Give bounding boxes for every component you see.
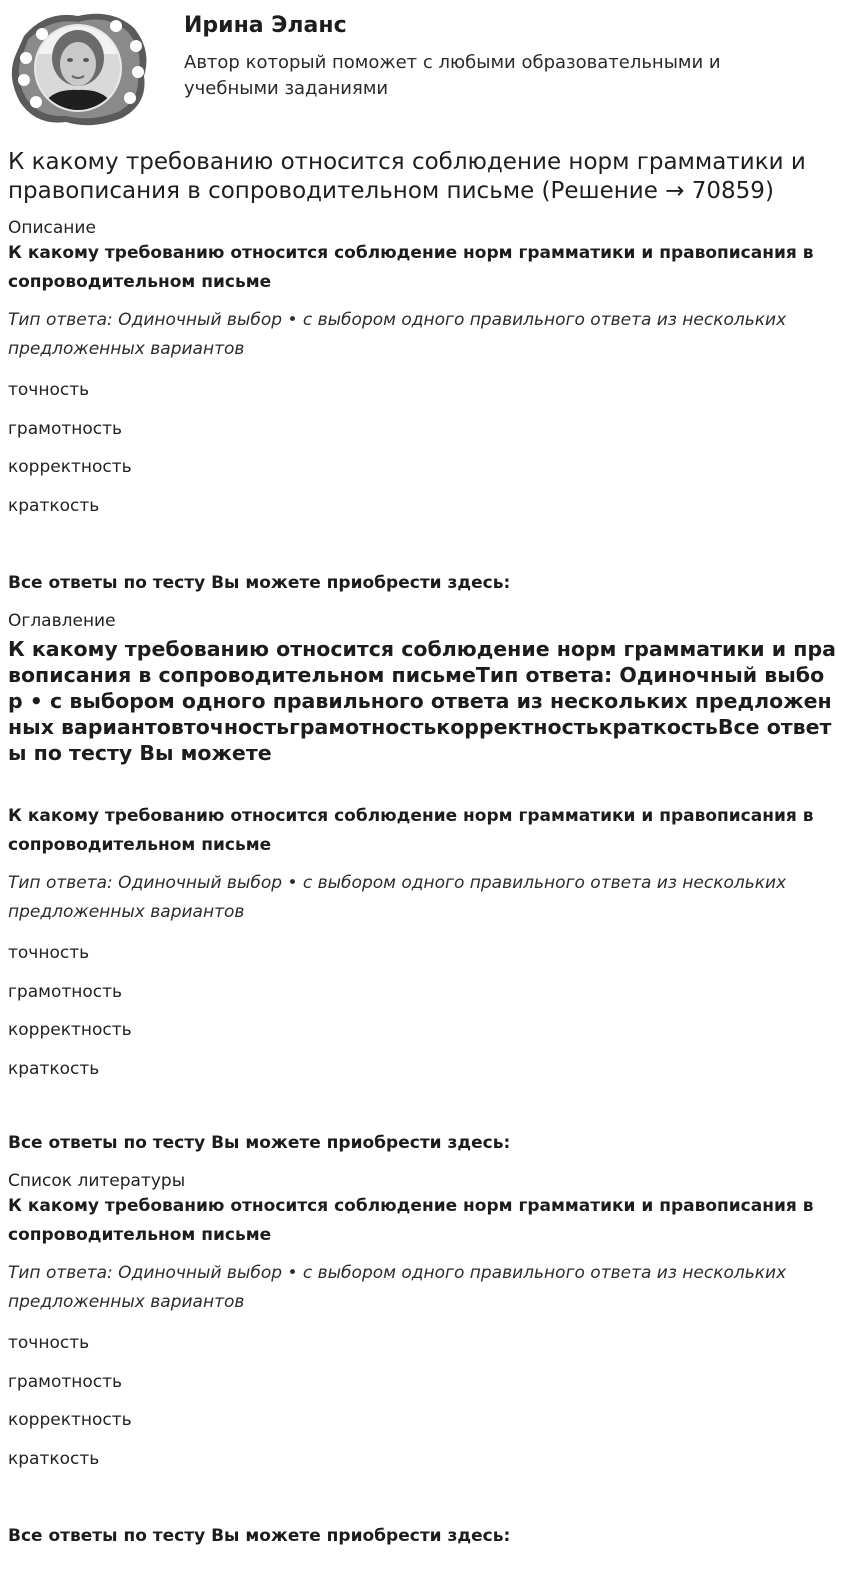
option-item: грамотность bbox=[8, 981, 123, 1002]
option-item: корректность bbox=[8, 1410, 132, 1430]
author-name[interactable]: Ирина Эланс bbox=[184, 13, 347, 38]
page-title: К какому требованию относится соблюдение норм грамматики и правописания в сопроводительном письме (Решение → 70859) bbox=[8, 149, 806, 204]
option-item: грамотность bbox=[8, 1371, 123, 1392]
toc-summary: К какому требованию относится соблюдение норм грамматики и правописания в сопроводительном письмеТип ответа: Одиночный выбор • с выбором одного правильного ответа из нескольких предложенных вариантовточностьграмотностькорректностькраткостьВсе ответы по тесту Вы можете bbox=[8, 637, 836, 765]
toc-question-block bbox=[8, 802, 838, 1080]
question-text: К какому требованию относится соблюдение норм грамматики и правописания в сопроводительном письме bbox=[8, 806, 814, 855]
buy-answers-text: Все ответы по тесту Вы можете приобрести здесь: bbox=[8, 1526, 511, 1546]
section-label-description: Описание bbox=[8, 218, 96, 238]
section-label-literature: Список литературы bbox=[8, 1171, 186, 1191]
question-text: К какому требованию относится соблюдение норм грамматики и правописания в сопроводительном письме bbox=[8, 243, 814, 292]
option-item: точность bbox=[8, 380, 90, 400]
option-item: корректность bbox=[8, 457, 132, 477]
option-item: грамотность bbox=[8, 418, 123, 439]
section-label-toc: Оглавление bbox=[8, 611, 116, 631]
description-section bbox=[8, 217, 838, 517]
option-item: краткость bbox=[8, 1058, 100, 1079]
answer-type-text: Тип ответа: Одиночный выбор • с выбором одного правильного ответа из нескольких предложенных вариантов bbox=[8, 310, 787, 359]
answer-type-text: Тип ответа: Одиночный выбор • с выбором одного правильного ответа из нескольких предложенных вариантов bbox=[8, 873, 787, 922]
answer-type-text: Тип ответа: Одиночный выбор • с выбором одного правильного ответа из нескольких предложенных вариантов bbox=[8, 1263, 787, 1312]
author-description: Автор который поможет с любыми образовательными и учебными заданиями bbox=[184, 52, 721, 99]
option-item: краткость bbox=[8, 1448, 100, 1469]
literature-section bbox=[8, 1170, 838, 1470]
option-item: краткость bbox=[8, 495, 100, 516]
buy-answers-text: Все ответы по тесту Вы можете приобрести здесь: bbox=[8, 573, 511, 593]
film-frame-photo-icon bbox=[6, 6, 152, 128]
option-item: точность bbox=[8, 1333, 90, 1353]
option-item: точность bbox=[8, 943, 90, 963]
option-item: корректность bbox=[8, 1020, 132, 1040]
author-avatar[interactable] bbox=[6, 6, 152, 128]
author-header bbox=[0, 0, 847, 140]
buy-answers-text: Все ответы по тесту Вы можете приобрести здесь: bbox=[8, 1133, 511, 1153]
question-text: К какому требованию относится соблюдение норм грамматики и правописания в сопроводительном письме bbox=[8, 1196, 814, 1245]
toc-section bbox=[8, 610, 838, 766]
